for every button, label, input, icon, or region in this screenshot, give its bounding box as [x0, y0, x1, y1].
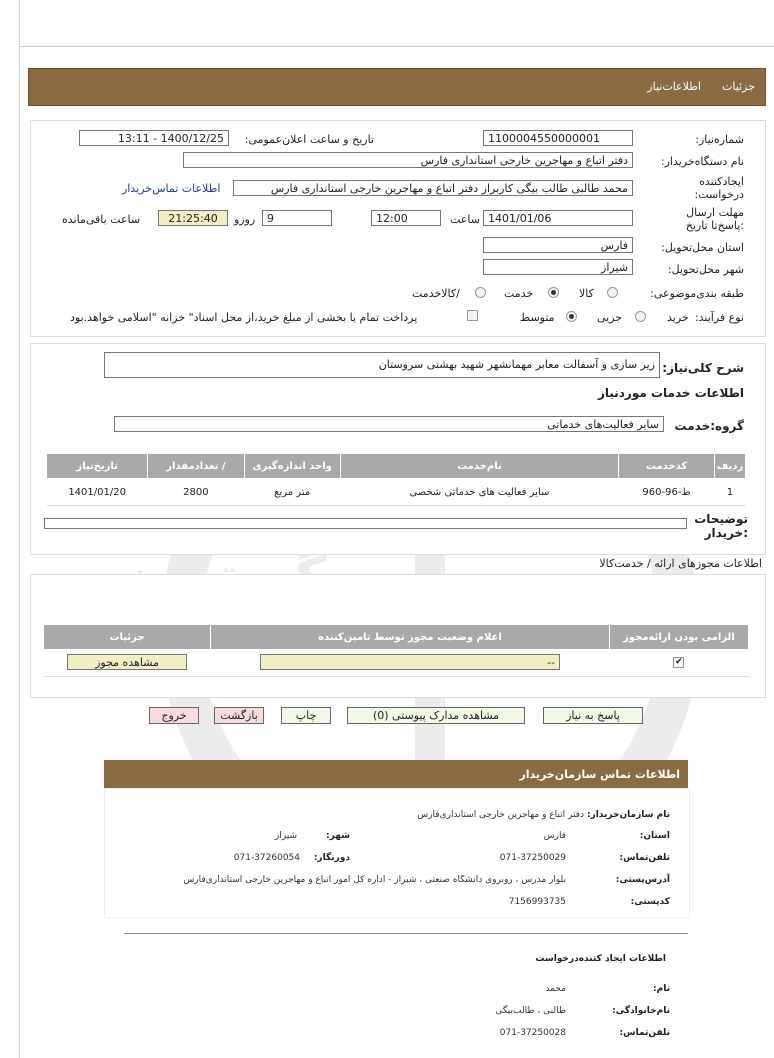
creator-field: محمد طالبی طالب بیگی کاربراز دفتر اتباع و مهاجرین خارجی استانداری فارس: [233, 180, 633, 196]
left-divider: [19, 0, 20, 1058]
tab-details[interactable]: جزئیات: [722, 80, 755, 93]
creator-label: ایجادکننده درخواست:: [694, 175, 744, 201]
option-service-label: خدمت: [504, 287, 534, 300]
creator-name-label: نام:: [653, 984, 670, 994]
contact-header: [104, 760, 688, 788]
licenses-title: اطلاعات مجوزهای ارائه / خدمت‌کالا: [599, 557, 762, 570]
key-description-field: زیر سازی و آسفالت معابر مهمانشهر شهید بهشتی سروستان: [104, 352, 660, 378]
option-minor-label: جزیی: [597, 311, 623, 324]
deadline-date-field: 1401/01/06: [483, 210, 633, 226]
time-field: 12:00: [371, 210, 441, 226]
table-row: [44, 650, 749, 677]
top-divider: [20, 46, 774, 47]
announce-label: تاریخ و ساعت اعلان‌عمومی:: [244, 133, 374, 146]
creator-section-title: اطلاعات ایجاد کننده‌درخواست: [535, 954, 666, 964]
licenses-table: [43, 624, 749, 677]
buyer-notes-label: توضیحات :خریدار: [694, 512, 748, 540]
col-row: ردیف: [715, 454, 746, 479]
province-field: فارس: [483, 237, 633, 253]
row-unit: متر مربع: [244, 479, 340, 506]
org-value: دفتر اتباع و مهاجرین خارجی استانداری‌فارس: [417, 810, 584, 820]
col-required: الزامی بودن ارائه‌مجوز: [609, 625, 748, 650]
tab-need-info[interactable]: اطلاعات‌نیاز: [647, 80, 701, 93]
org-label: نام سازمان‌خریدار:: [586, 810, 670, 820]
radio-medium[interactable]: [566, 311, 577, 322]
fax-value: 071-37260054: [233, 853, 300, 863]
license-status-field[interactable]: --: [260, 654, 560, 670]
section-divider: [124, 933, 688, 934]
radio-service[interactable]: [548, 287, 559, 298]
address-value: بلوار مدرس ، روبروی دانشگاه صنعتی ، شیراز - اداره کل امور اتباع و مهاجرین خارجی استانداری‌فارس: [183, 875, 566, 885]
creator-phone-value: 071-37250028: [499, 1028, 566, 1038]
contact-panel: [104, 788, 690, 918]
row-code: ط-96-960: [619, 479, 715, 506]
key-description-label: شرح کلی‌نیاز:: [662, 361, 744, 375]
table-row: [47, 479, 746, 506]
contact-province-value: فارس: [543, 831, 566, 841]
treasury-checkbox[interactable]: [467, 310, 478, 321]
reply-button[interactable]: پاسخ به نیاز: [543, 707, 643, 724]
category-label: طبقه بندی‌موضوعی:: [650, 287, 744, 300]
row-date: 1401/01/20: [47, 479, 148, 506]
need-number-field: 1100004550000001: [483, 130, 633, 146]
buyer-label: نام دستگاه‌خریدار:: [660, 155, 744, 168]
col-details: جزئیات: [44, 625, 211, 650]
time-label: ساعت: [450, 213, 480, 226]
city-label: شهر محل‌تحویل:: [667, 263, 744, 276]
row-index: 1: [715, 479, 746, 506]
postal-value: 7156993735: [508, 897, 566, 907]
attachments-button[interactable]: مشاهده مدارک پیوستی (0): [347, 707, 525, 724]
row-name: سایر فعالیت های خدماتی شخصی: [340, 479, 618, 506]
payment-note: پرداخت تمام یا بخشی از مبلغ خرید،از محل اسناد" خزانه "اسلامی خواهد.بود: [70, 311, 418, 324]
row-qty: 2800: [148, 479, 244, 506]
fax-label: دورنگار:: [313, 853, 350, 863]
process-label: نوع فرآیند:: [694, 311, 744, 324]
creator-family-value: طالبی ، طالب‌بیگی: [495, 1006, 566, 1016]
radio-minor[interactable]: [635, 311, 646, 322]
buyer-notes-field: [44, 518, 687, 529]
remaining-label: ساعت باقی‌مانده: [62, 213, 141, 226]
contact-city-value: شیراز: [274, 831, 297, 841]
radio-goods-service[interactable]: [475, 287, 486, 298]
contact-city-label: شهر:: [326, 831, 350, 841]
province-label: استان محل‌تحویل:: [661, 241, 744, 254]
buyer-contact-link[interactable]: اطلاعات تماس‌خریدار: [122, 182, 221, 195]
header-bar: [28, 68, 766, 106]
postal-label: کدپستی:: [630, 897, 670, 907]
deadline-label: مهلت ارسال :پاسخ‌تا تاریخ: [685, 206, 744, 232]
contact-province-label: استان:: [639, 831, 670, 841]
license-required-checkbox: ✔: [675, 657, 683, 668]
remaining-time-field: 21:25:40: [158, 210, 228, 226]
phone-value: 071-37250029: [499, 853, 566, 863]
services-table: [46, 453, 746, 506]
creator-name-value: محمد: [545, 984, 566, 994]
address-label: آدرس‌پستی:: [615, 875, 670, 885]
announce-field: 1400/12/25 - 13:11: [79, 130, 229, 146]
col-status: اعلام وضعیت مجوز توسط تامین‌کننده: [211, 625, 610, 650]
back-button[interactable]: بازگشت: [214, 707, 264, 724]
col-qty: / تعدادمقدار: [148, 454, 244, 479]
need-number-label: شماره‌نیاز:: [695, 133, 744, 146]
contact-title: اطلاعات تماس سازمان‌خریدار: [519, 768, 680, 781]
exit-button[interactable]: خروج: [149, 707, 199, 724]
col-unit: واحد اندازه‌گیری: [244, 454, 340, 479]
days-label: روزو: [234, 213, 256, 226]
view-license-button[interactable]: مشاهده مجوز: [67, 654, 187, 670]
col-name: نام‌خدمت: [340, 454, 618, 479]
days-field: 9: [262, 210, 332, 226]
process-buy-label: خرید: [667, 311, 689, 324]
radio-goods[interactable]: [607, 287, 618, 298]
group-field: سایر فعالیت‌های خدماتی: [114, 416, 664, 432]
option-goods-service-label: /کالاخدمت: [412, 287, 460, 300]
print-button[interactable]: چاپ: [281, 707, 331, 724]
phone-label: تلفن‌تماس:: [619, 853, 670, 863]
city-field: شیراز: [483, 259, 633, 275]
option-medium-label: متوسط: [520, 311, 555, 324]
creator-phone-label: تلفن‌تماس:: [619, 1028, 670, 1038]
buyer-field: دفتر اتباع و مهاجرین خارجی استانداری فارس: [183, 152, 633, 168]
creator-family-label: نام‌خانوادگی:: [612, 1006, 670, 1016]
col-code: کدخدمت: [619, 454, 715, 479]
col-date: تاریخ‌نیاز: [47, 454, 148, 479]
option-goods-label: کالا: [579, 287, 594, 300]
services-title: اطلاعات خدمات موردنیاز: [597, 386, 744, 400]
group-label: گروه:خدمت: [674, 419, 744, 433]
